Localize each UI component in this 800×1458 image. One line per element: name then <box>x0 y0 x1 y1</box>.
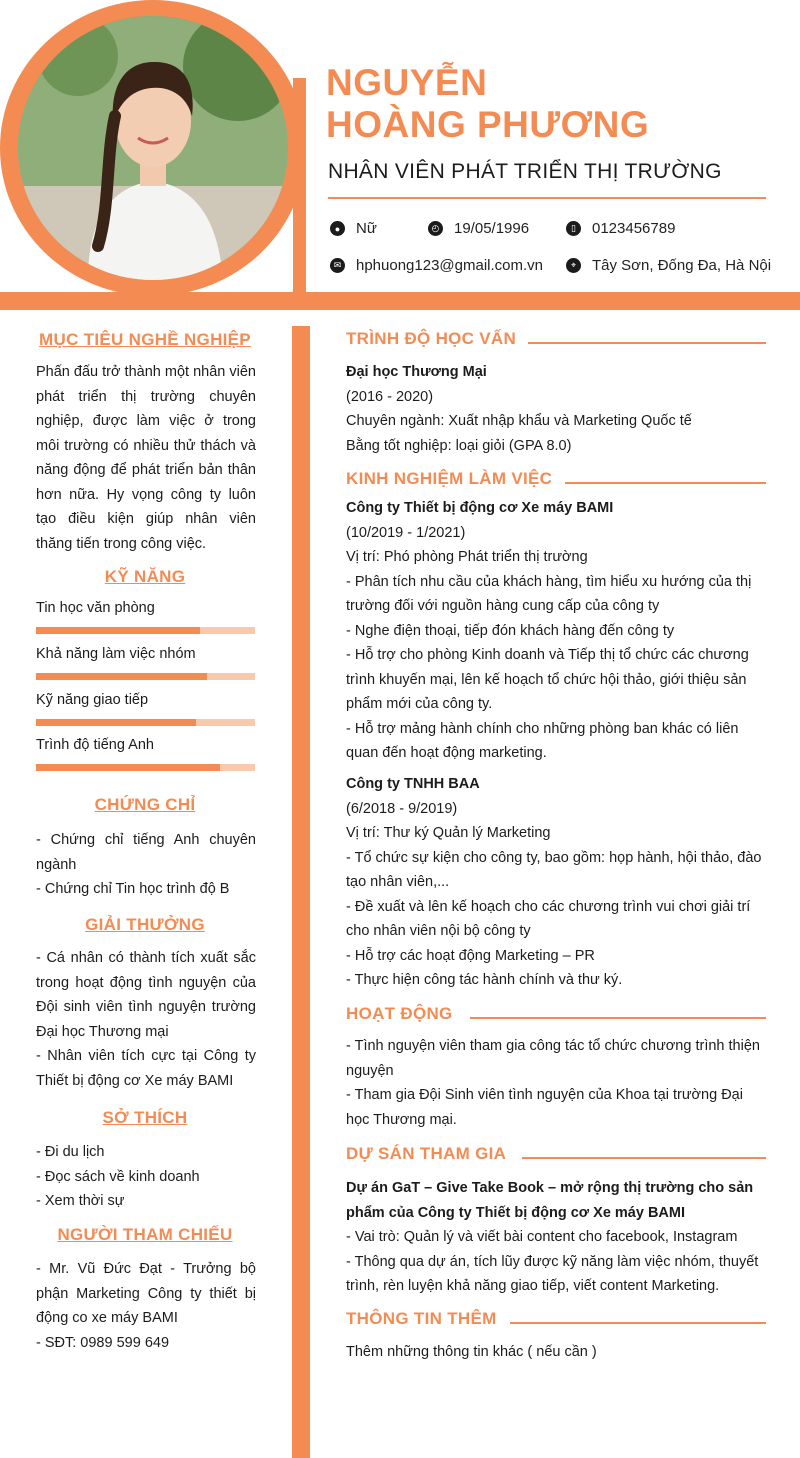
education-block <box>346 360 766 458</box>
skill-fill <box>36 764 220 771</box>
contact-address <box>566 257 771 274</box>
job-duty: - Đề xuất và lên kế hoạch cho các chương trình vui chơi giải trí cho nhân viên nội bộ công ty <box>346 898 751 939</box>
candidate-name <box>326 62 786 146</box>
job-duty: - Phân tích nhu cầu của khách hàng, tìm hiểu xu hướng của thị trường đối với nguồn hàng cung cấp của công ty <box>346 573 752 614</box>
company-name: Công ty TNHH BAA <box>346 776 480 792</box>
email-value: hphuong123@gmail.com.vn <box>356 257 544 274</box>
company-name: Công ty Thiết bị động cơ Xe máy BAMI <box>346 500 614 516</box>
experience-heading: KINH NGHIỆM LÀM VIỆC <box>346 469 553 488</box>
references-heading: NGƯỜI THAM CHIẾU <box>57 1225 233 1244</box>
photo-frame-stem <box>293 78 306 298</box>
project-name: Dự án GaT – Give Take Book – mở rộng thị trường cho sản phẩm của Công ty Thiết bị động cơ Xe máy BAMI <box>346 1180 754 1221</box>
skill-fill <box>36 627 200 634</box>
profile-photo-illustration <box>18 16 288 280</box>
section-rule <box>510 1322 766 1324</box>
contact-dob <box>428 220 529 237</box>
awards-list <box>36 946 256 1093</box>
education-period: (2016 - 2020) <box>346 388 434 405</box>
hobbies-heading: SỞ THÍCH <box>102 1108 188 1127</box>
job-title: NHÂN VIÊN PHÁT TRIỂN THỊ TRƯỜNG <box>328 160 722 183</box>
location-icon: ⌖ <box>566 258 581 273</box>
experience-job-2 <box>346 772 766 993</box>
list-item: - Đọc sách về kinh doanh <box>36 1168 200 1185</box>
skill-fill <box>36 719 196 726</box>
dob-value: 19/05/1996 <box>454 220 530 237</box>
section-rule <box>522 1157 766 1159</box>
job-duty: - Hỗ trợ mảng hành chính cho những phòng ban khác có liên quan đến hoạt động marketing. <box>346 720 739 761</box>
list-item: - Cá nhân có thành tích xuất sắc trong hoạt động tình nguyện của Đội sinh viên tình nguyện trường Đại học Thương mại <box>36 950 256 1040</box>
projects-block <box>346 1176 766 1299</box>
skill-label: Kỹ năng giao tiếp <box>36 692 149 708</box>
phone-icon: ▯ <box>566 221 581 236</box>
section-rule <box>565 482 766 484</box>
skills-heading: KỸ NĂNG <box>104 567 186 586</box>
job-duty: - Thực hiện công tác hành chính và thư ký. <box>346 972 623 988</box>
list-item: - Nhân viên tích cực tại Công ty Thiết bị động cơ Xe máy BAMI <box>36 1048 256 1089</box>
projects-heading: DỰ SÁN THAM GIA <box>346 1144 507 1163</box>
job-duty: - Hỗ trợ cho phòng Kinh doanh và Tiếp thị tổ chức các chương trình khuyến mại, lên kế hoạch tổ chức hội thảo, giới thiệu sản phẩm mới của công ty. <box>346 647 749 712</box>
header-bar <box>0 292 800 310</box>
list-item: - Chứng chỉ Tin học trình độ B <box>36 881 230 897</box>
job-period: (6/2018 - 9/2019) <box>346 800 458 817</box>
job-duty: - Tổ chức sự kiện cho công ty, bao gồm: họp hành, hội thảo, đào tạo nhân viên,... <box>346 849 762 890</box>
job-duty: - Nghe điện thoại, tiếp đón khách hàng đến công ty <box>346 622 675 639</box>
experience-job-1 <box>346 496 766 766</box>
section-rule <box>528 342 766 344</box>
skill-label: Khả năng làm việc nhóm <box>36 646 196 662</box>
clock-icon: ◴ <box>428 221 443 236</box>
column-divider <box>292 326 310 1458</box>
list-item: - Thông qua dự án, tích lũy được kỹ năng làm việc nhóm, thuyết trình, rèn luyện khả năng giao tiếp, viết content Marketing. <box>346 1253 759 1294</box>
activities-list <box>346 1034 766 1132</box>
skill-bar <box>36 719 255 726</box>
phone-value: 0123456789 <box>592 220 676 237</box>
certificates-heading: CHỨNG CHỈ <box>94 795 196 814</box>
list-item: - Vai trò: Quản lý và viết bài content cho facebook, Instagram <box>346 1229 738 1245</box>
job-position: Vị trí: Phó phòng Phát triển thị trường <box>346 549 588 565</box>
contact-gender <box>330 220 377 237</box>
section-rule <box>470 1017 766 1019</box>
activities-heading: HOẠT ĐỘNG <box>346 1004 453 1023</box>
education-degree: Bằng tốt nghiệp: loại giỏi (GPA 8.0) <box>346 437 572 454</box>
list-item: - Đi du lịch <box>36 1144 105 1160</box>
skill-fill <box>36 673 207 680</box>
list-item: - Tham gia Đội Sinh viên tình nguyện của Khoa tại trường Đại học Thương mại. <box>346 1087 743 1128</box>
list-item: - SĐT: 0989 599 649 <box>36 1334 170 1351</box>
list-item: - Chứng chỉ tiếng Anh chuyên ngành <box>36 832 256 873</box>
list-item: - Tình nguyện viên tham gia công tác tổ chức chương trình thiện nguyện <box>346 1038 760 1079</box>
references-list <box>36 1257 256 1355</box>
skill-bar <box>36 764 255 771</box>
extra-info-heading: THÔNG TIN THÊM <box>346 1309 497 1328</box>
job-position: Vị trí: Thư ký Quản lý Marketing <box>346 825 551 841</box>
name-line-2: HOÀNG PHƯƠNG <box>326 104 650 145</box>
extra-info-text: Thêm những thông tin khác ( nếu cần ) <box>346 1344 597 1360</box>
education-major: Chuyên ngành: Xuất nhập khẩu và Marketing Quốc tế <box>346 413 692 429</box>
objective-text: Phấn đấu trở thành một nhân viên phát triển thị trường chuyên nghiệp, được làm việc ở trong môi trường có nhiều thử thách và năng động để phát triển bản thân hơn nữa. Hy vọng công ty luôn tạo điều kiện giúp nhân viên thăng tiến trong công việc. <box>36 364 256 552</box>
skill-label: Trình độ tiếng Anh <box>36 737 154 753</box>
list-item: - Xem thời sự <box>36 1193 125 1209</box>
skill-bar <box>36 627 255 634</box>
title-divider <box>328 197 766 199</box>
user-icon: ● <box>330 221 345 236</box>
contact-phone <box>566 220 675 237</box>
address-value: Tây Sơn, Đống Đa, Hà Nội <box>592 257 772 274</box>
email-icon: ✉ <box>330 258 345 273</box>
education-heading: TRÌNH ĐỘ HỌC VẤN <box>346 329 517 348</box>
awards-heading: GIẢI THƯỞNG <box>85 915 205 934</box>
objective-heading: MỤC TIÊU NGHỀ NGHIỆP <box>39 330 251 349</box>
skill-label: Tin học văn phòng <box>36 600 155 616</box>
list-item: - Mr. Vũ Đức Đạt - Trưởng bộ phận Marketing Công ty thiết bị động co xe máy BAMI <box>36 1261 256 1326</box>
contact-email <box>330 257 543 274</box>
certificates-list <box>36 828 256 902</box>
hobbies-list <box>36 1140 256 1214</box>
job-period: (10/2019 - 1/2021) <box>346 524 466 541</box>
profile-photo <box>18 16 288 280</box>
skill-bar <box>36 673 255 680</box>
name-line-1: NGUYỄN <box>326 62 488 103</box>
school-name: Đại học Thương Mại <box>346 364 487 380</box>
job-duty: - Hỗ trợ các hoạt động Marketing – PR <box>346 947 595 964</box>
gender-value: Nữ <box>356 220 377 237</box>
